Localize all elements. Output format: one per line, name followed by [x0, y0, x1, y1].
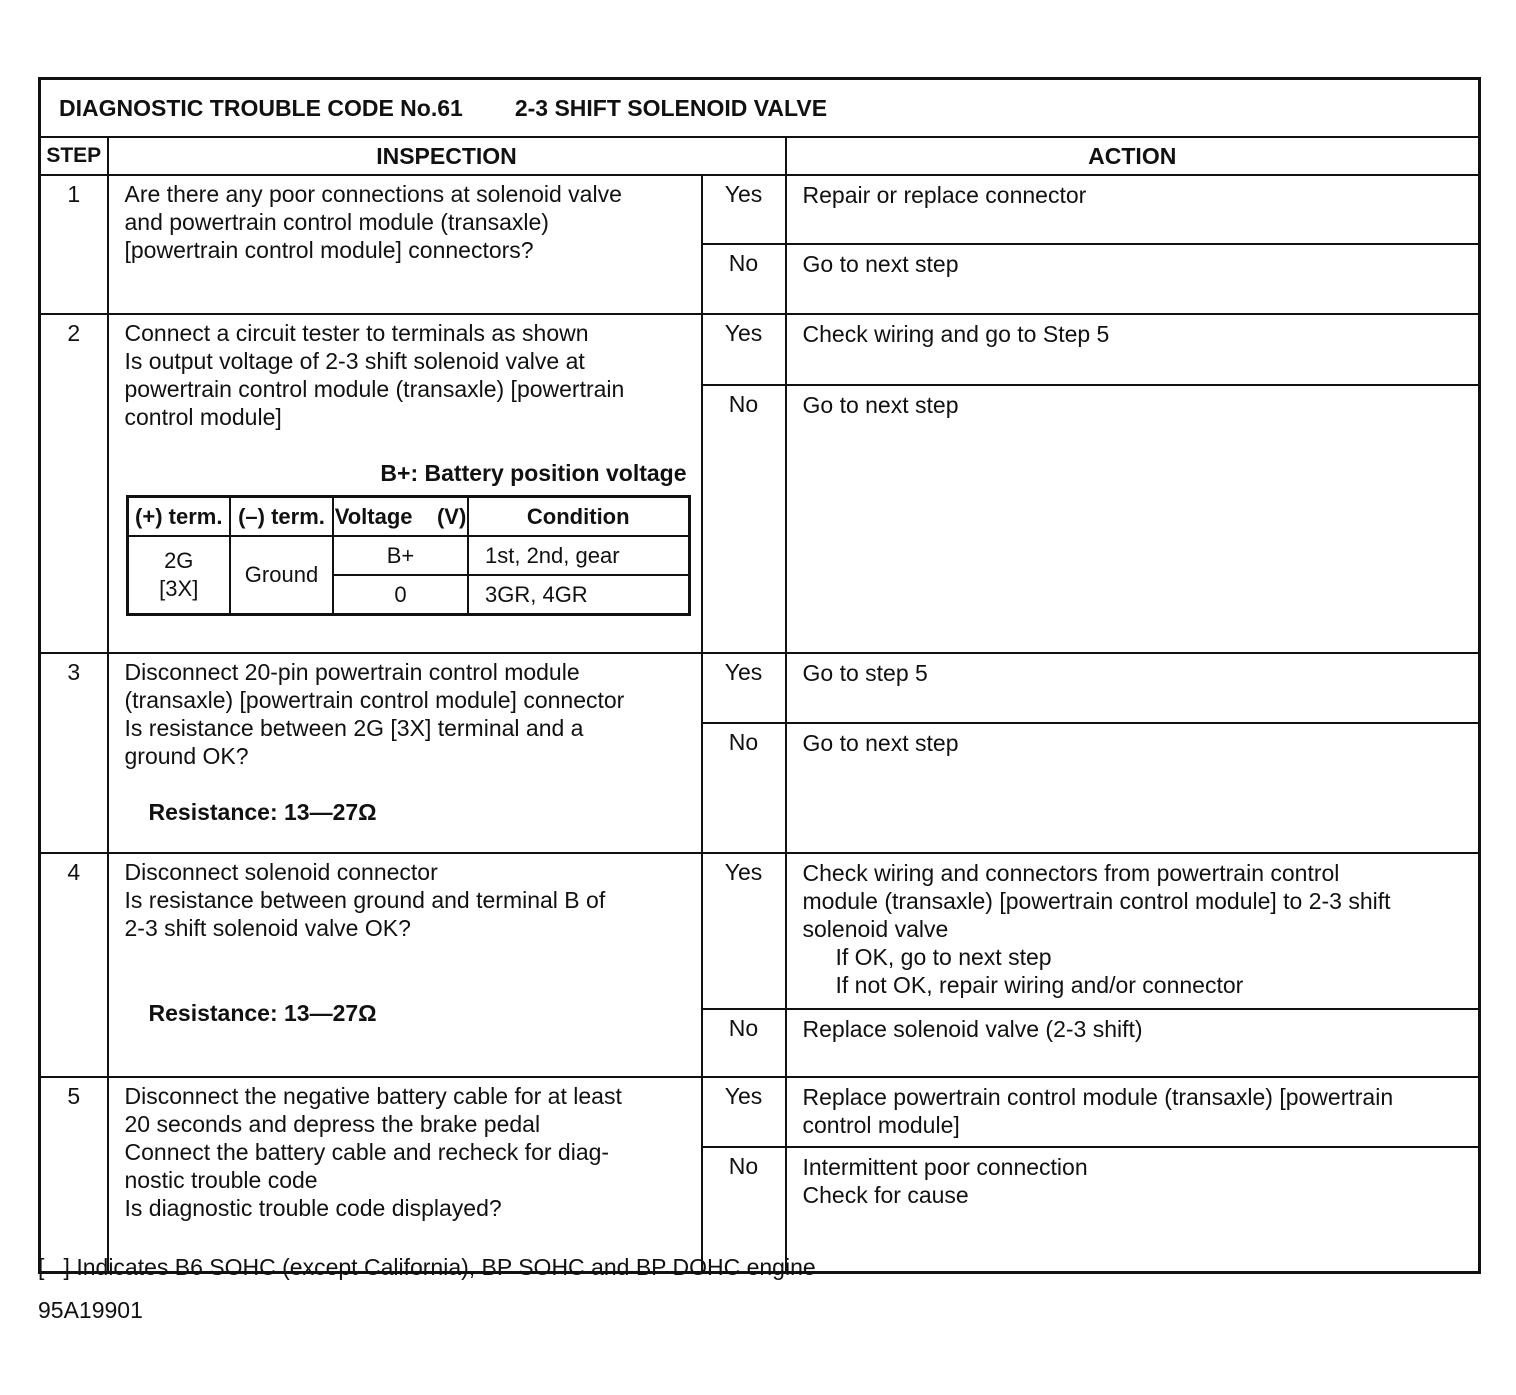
inspection-line: Is diagnostic trouble code displayed?: [124, 1195, 502, 1221]
inspection-line: Disconnect 20-pin powertrain control module: [124, 659, 580, 685]
trouble-code-title: DIAGNOSTIC TROUBLE CODE No.61: [59, 95, 463, 121]
inspection-line: Disconnect solenoid connector: [124, 859, 438, 885]
inspection-line: control module]: [124, 404, 282, 430]
step-number: 1: [40, 175, 108, 314]
battery-voltage-note: B+: Battery position voltage: [380, 460, 687, 486]
footnote: [ ] Indicates B6 SOHC (except California), BP SOHC and BP DOHC engine: [38, 1254, 816, 1280]
step-inspection: [108, 314, 702, 653]
inspection-line: powertrain control module (transaxle) [powertrain: [124, 376, 625, 402]
inspection-line: [powertrain control module] connectors?: [124, 237, 534, 263]
figure-id: 95A19901: [38, 1297, 143, 1323]
step-4-yes-row: [40, 853, 1480, 1009]
step-inspection: [108, 175, 702, 314]
inspection-line: 2-3 shift solenoid valve OK?: [124, 915, 411, 941]
action-line: Check wiring and go to Step 5: [802, 321, 1110, 347]
action-line: module (transaxle) [powertrain control module] to 2-3 shift: [802, 888, 1391, 914]
condition-cell: 1st, 2nd, gear: [468, 536, 689, 575]
inspection-line: 20 seconds and depress the brake pedal: [124, 1111, 541, 1137]
component-title: 2-3 SHIFT SOLENOID VALVE: [514, 95, 828, 121]
action-column-header: ACTION: [786, 137, 1480, 175]
voltage-cell: B+: [333, 536, 468, 575]
step-2-yes-row: [40, 314, 1480, 385]
resistance-spec: Resistance: 13—27Ω: [148, 799, 377, 825]
action-line: control module]: [802, 1112, 960, 1138]
no-label: No: [702, 385, 786, 653]
inspection-line: Connect a circuit tester to terminals as shown: [124, 320, 589, 346]
action-line: Go to step 5: [802, 660, 928, 686]
step-5-yes-row: [40, 1077, 1480, 1147]
action-line: Go to next step: [802, 730, 959, 756]
no-action: [786, 1147, 1480, 1273]
voltage-cell: 0: [333, 575, 468, 615]
action-line: Check wiring and connectors from powertrain control: [802, 860, 1340, 886]
action-line: Check for cause: [802, 1182, 969, 1208]
step-number: 3: [40, 653, 108, 853]
condition-header: Condition: [468, 497, 689, 537]
yes-label: Yes: [702, 1077, 786, 1147]
terminal-code-alt: [3X]: [159, 576, 199, 601]
yes-action: [786, 175, 1480, 244]
step-column-header: STEP: [40, 137, 108, 175]
no-label: No: [702, 244, 786, 314]
step-number: 2: [40, 314, 108, 653]
yes-label: Yes: [702, 853, 786, 1009]
step-1-yes-row: [40, 175, 1480, 244]
action-line: Go to next step: [802, 251, 959, 277]
yes-label: Yes: [702, 653, 786, 723]
no-action: [786, 723, 1480, 853]
yes-action: [786, 653, 1480, 723]
chart-title: [40, 79, 1480, 138]
step-inspection: [108, 1077, 702, 1273]
plus-term-cell: [127, 536, 230, 615]
inspection-line: Is output voltage of 2-3 shift solenoid valve at: [124, 348, 585, 374]
no-action: [786, 385, 1480, 653]
step-3-yes-row: [40, 653, 1480, 723]
yes-label: Yes: [702, 314, 786, 385]
diagnostic-chart: [38, 77, 1478, 1274]
diagnostic-table: [38, 77, 1481, 1274]
inspection-line: Disconnect the negative battery cable for at least: [124, 1083, 622, 1109]
action-subline: If OK, go to next step: [835, 944, 1052, 970]
step-number: 5: [40, 1077, 108, 1273]
step-inspection: [108, 653, 702, 853]
inspection-line: Is resistance between 2G [3X] terminal and a: [124, 715, 584, 741]
inspection-line: and powertrain control module (transaxle): [124, 209, 549, 235]
action-subline: If not OK, repair wiring and/or connector: [835, 972, 1244, 998]
yes-action: [786, 1077, 1480, 1147]
inspection-line: Are there any poor connections at solenoid valve: [124, 181, 622, 207]
plus-term-header: (+) term.: [127, 497, 230, 537]
action-line: Go to next step: [802, 392, 959, 418]
no-label: No: [702, 1147, 786, 1273]
yes-action: [786, 853, 1480, 1009]
no-label: No: [702, 1009, 786, 1077]
action-line: Intermittent poor connection: [802, 1154, 1088, 1180]
minus-term-cell: Ground: [230, 536, 333, 615]
resistance-spec: Resistance: 13—27Ω: [148, 1000, 377, 1026]
minus-term-header: (–) term.: [230, 497, 333, 537]
yes-action: [786, 314, 1480, 385]
inspection-line: nostic trouble code: [124, 1167, 318, 1193]
condition-cell: 3GR, 4GR: [468, 575, 689, 615]
yes-label: Yes: [702, 175, 786, 244]
inspection-line: Is resistance between ground and terminal B of: [124, 887, 606, 913]
inspection-line: ground OK?: [124, 743, 249, 769]
action-line: Replace solenoid valve (2-3 shift): [802, 1016, 1143, 1042]
action-line: Repair or replace connector: [802, 182, 1087, 208]
step-number: 4: [40, 853, 108, 1077]
step-inspection: [108, 853, 702, 1077]
voltage-header: Voltage (V): [333, 497, 468, 537]
terminal-code: 2G: [164, 548, 194, 573]
inspection-column-header: INSPECTION: [108, 137, 786, 175]
inspection-line: (transaxle) [powertrain control module] connector: [124, 687, 625, 713]
no-action: [786, 1009, 1480, 1077]
action-line: Replace powertrain control module (transaxle) [powertrain: [802, 1084, 1394, 1110]
no-label: No: [702, 723, 786, 853]
inspection-line: Connect the battery cable and recheck for diag-: [124, 1139, 610, 1165]
action-line: solenoid valve: [802, 916, 949, 942]
terminal-voltage-table: [126, 495, 691, 616]
no-action: [786, 244, 1480, 314]
